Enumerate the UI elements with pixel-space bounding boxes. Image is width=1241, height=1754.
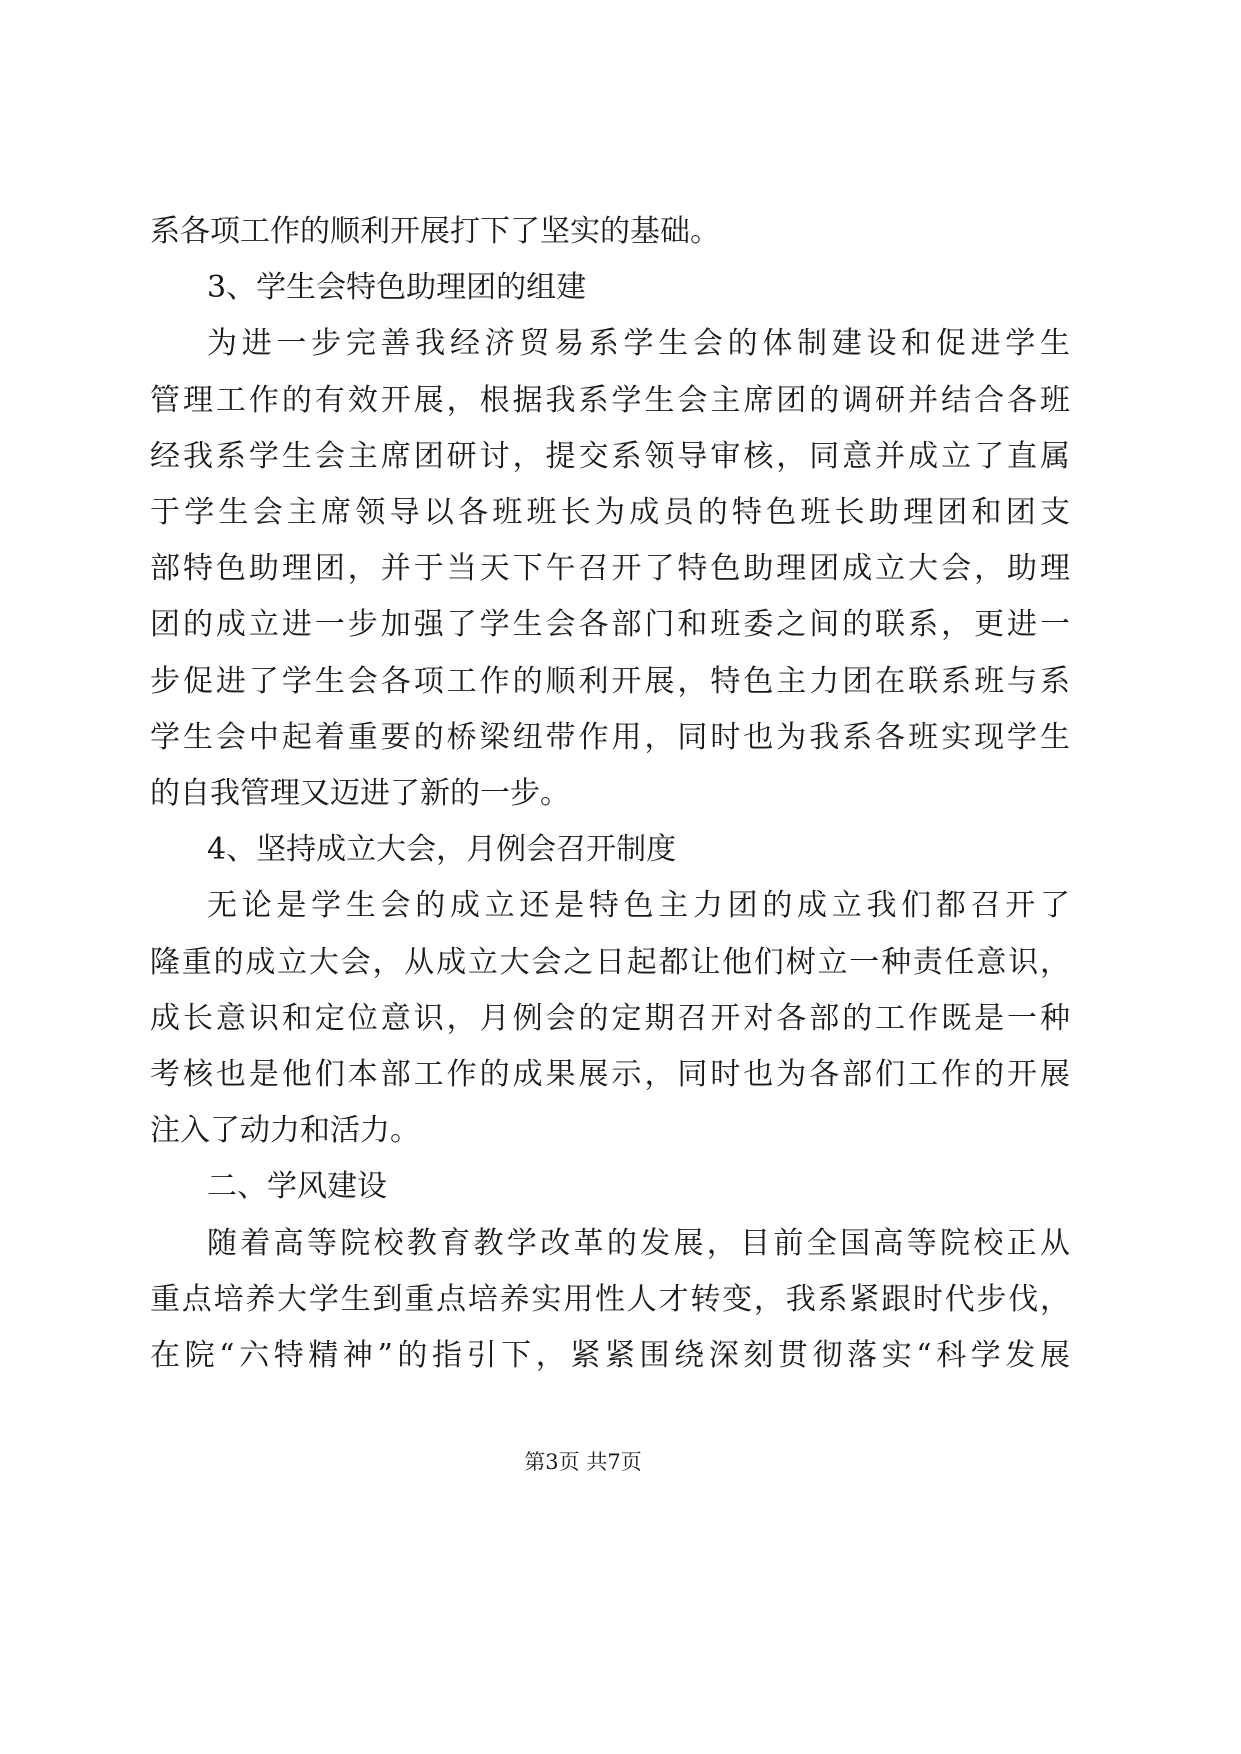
text-line: 随着高等院校教育教学改革的发展，目前全国高等院校正从 — [207, 1225, 1070, 1261]
text-line: 4、坚持成立大会，月例会召开制度 — [207, 832, 677, 868]
text-line: 的自我管理又迈进了新的一步。 — [150, 776, 570, 811]
text-line: 团的成立进一步加强了学生会各部门和班委之间的联系，更进一 — [150, 607, 1070, 643]
text-line: 管理工作的有效开展，根据我系学生会主席团的调研并结合各班 — [150, 382, 1070, 418]
text-line: 在院“六特精神”的指引下，紧紧围绕深刻贯彻落实“科学发展 — [150, 1338, 1070, 1373]
text-line: 考核也是他们本部工作的成果展示，同时也为各部们工作的开展 — [150, 1057, 1070, 1092]
text-line: 为进一步完善我经济贸易系学生会的体制建设和促进学生 — [207, 326, 1070, 362]
text-line: 步促进了学生会各项工作的顺利开展，特色主力团在联系班与系 — [150, 663, 1070, 699]
text-line: 重点培养大学生到重点培养实用性人才转变，我系紧跟时代步伐， — [150, 1281, 1070, 1317]
text-line: 于学生会主席领导以各班班长为成员的特色班长助理团和团支 — [150, 495, 1070, 530]
text-line: 系各项工作的顺利开展打下了坚实的基础。 — [150, 214, 720, 249]
text-line: 隆重的成立大会，从成立大会之日起都让他们树立一种责任意识， — [150, 944, 1070, 980]
page-footer: 第3页 共7页 — [524, 1450, 642, 1474]
text-line: 3、学生会特色助理团的组建 — [207, 270, 587, 306]
text-line: 成长意识和定位意识，月例会的定期召开对各部的工作既是一种 — [150, 1000, 1070, 1036]
text-line: 部特色助理团，并于当天下午召开了特色助理团成立大会，助理 — [150, 551, 1070, 587]
text-line: 二、学风建设 — [207, 1169, 387, 1205]
text-line: 学生会中起着重要的桥梁纽带作用，同时也为我系各班实现学生 — [150, 719, 1070, 755]
text-line: 经我系学生会主席团研讨，提交系领导审核，同意并成立了直属 — [150, 438, 1070, 474]
text-line: 注入了动力和活力。 — [150, 1113, 420, 1149]
text-line: 无论是学生会的成立还是特色主力团的成立我们都召开了 — [207, 888, 1070, 924]
